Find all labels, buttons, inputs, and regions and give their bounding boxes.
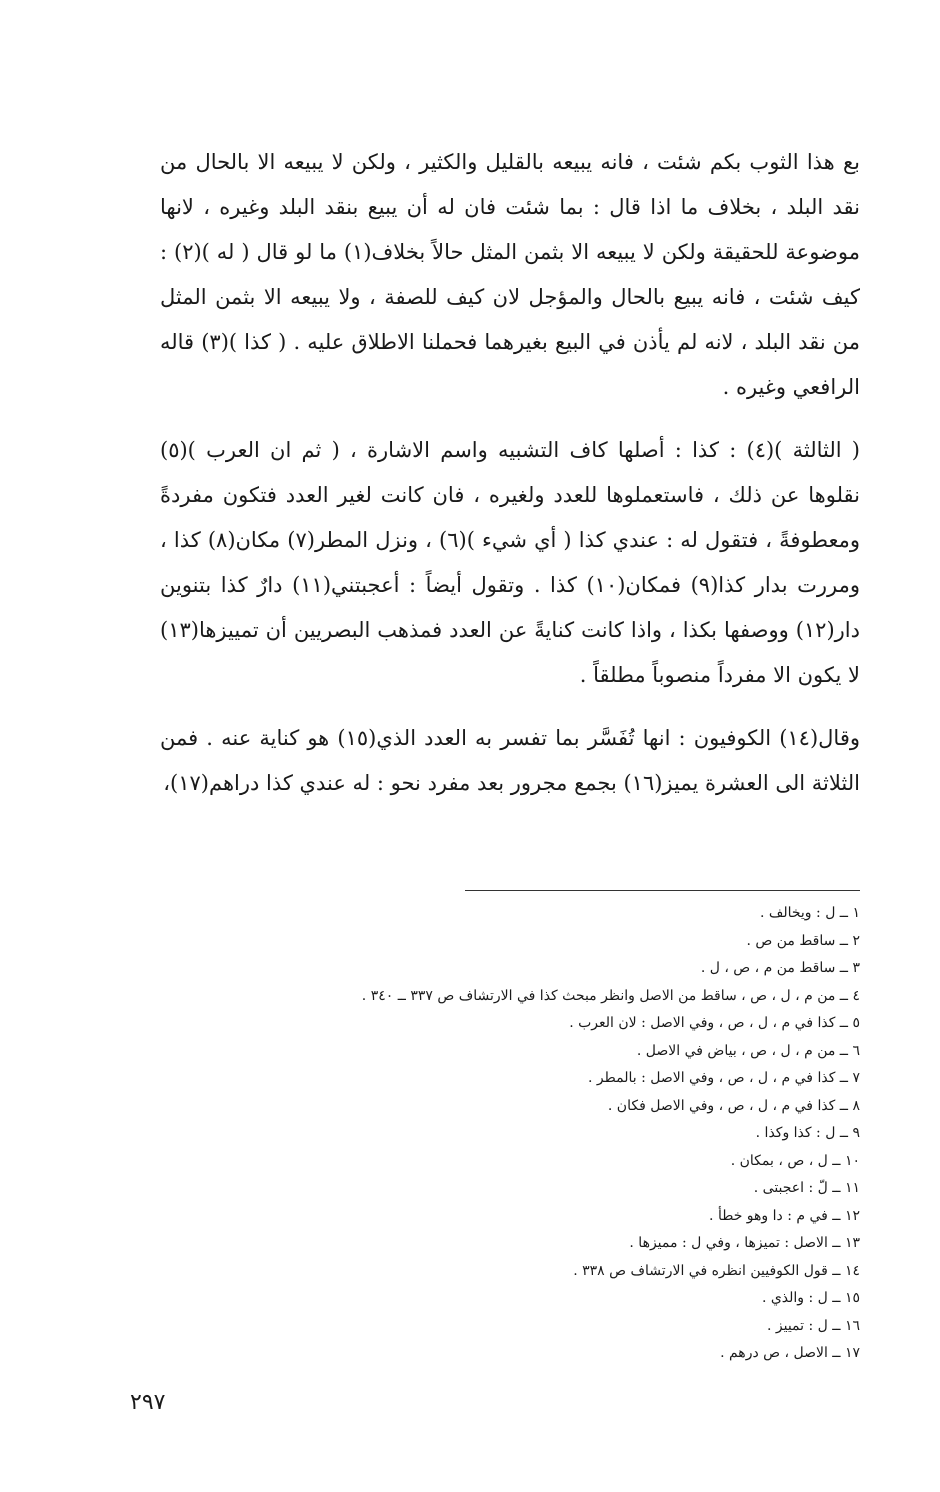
footnote-2: ٢ ــ ساقط من ص .: [746, 932, 860, 949]
footnote-10: ١٠ ــ ل ، ص ، بمكان .: [730, 1152, 860, 1169]
paragraph-3: وقال(١٤) الكوفيون : انها تُفَسَّر بما تفسر به العدد الذي(١٥) هو كناية عنه . فمن الثلاثة الى العشرة يميز(١٦) بجمع مجرور بعد مفرد نحو : له عندي كذا دراهم(١٧)،: [160, 726, 860, 795]
main-text: [160, 140, 860, 806]
footnote-11: ١١ ــ لّ : اعجبتى .: [753, 1180, 860, 1196]
footnote-17: ١٧ ــ الاصل ، ص درهم .: [720, 1345, 860, 1361]
footnote-1: ١ ــ ل : ويخالف .: [759, 905, 860, 921]
footnote-3: ٣ ــ ساقط من م ، ص ، ل .: [700, 960, 860, 976]
footnote-5: ٥ ــ كذا في م ، ل ، ص ، وفي الاصل : لان العرب .: [569, 1015, 860, 1031]
paragraph-2: ( الثالثة )(٤) : كذا : أصلها كاف التشبيه واسم الاشارة ، ( ثم ان العرب )(٥) نقلوها عن ذلك ، فاستعملوها للعدد ولغيره ، فان كانت لغير العدد فتكون مفردةً ومعطوفةً ، فتقول له : عندي كذا ( أي شيء )(٦) ، ونزل المطر(٧) مكان(٨) كذا ، ومررت بدار كذا(٩) فمكان(١٠) كذا . وتقول أيضاً : أعجبتني(١١) دارٌ كذا بتنوين دار(١٢) ووصفها بكذا ، واذا كانت كنايةً عن العدد فمذهب البصريين أن تمييزها(١٣) لا يكون الا مفرداً منصوباً مطلقاً .: [160, 438, 860, 687]
footnote-divider: [465, 890, 860, 891]
footnote-13: ١٣ ــ الاصل : تميزها ، وفي ل : مميزها .: [629, 1235, 860, 1251]
paragraph-1: بع هذا الثوب بكم شئت ، فانه يبيعه بالقليل والكثير ، ولكن لا يبيعه الا بالحال من نقد البلد ، بخلاف ما اذا قال : بما شئت فان له أن يبيع بنقد البلد وغيره ، لانها موضوعة للحقيقة ولكن لا يبيعه الا بثمن المثل حالاً بخلاف(١) ما لو قال ( له )(٢) : كيف شئت ، فانه يبيع بالحال والمؤجل لان كيف للصفة ، ولا يبيعه الا بثمن المثل من نقد البلد ، لانه لم يأذن في البيع بغيرهما فحملنا الاطلاق عليه . ( كذا )(٣) قاله الرافعي وغيره .: [160, 150, 861, 399]
footnote-4: ٤ ــ من م ، ل ، ص ، ساقط من الاصل وانظر مبحث كذا في الارتشاف ص ٣٣٧ ــ ٣٤٠ .: [361, 987, 860, 1004]
page-number: ٢٩٧: [130, 1390, 166, 1415]
footnote-6: ٦ ــ من م ، ل ، ص ، بياض في الاصل .: [636, 1042, 860, 1059]
footnotes-list: [200, 900, 860, 1368]
footnote-7: ٧ ــ كذا في م ، ل ، ص ، وفي الاصل : بالمطر .: [587, 1070, 860, 1086]
footnote-14: ١٤ ــ قول الكوفيين انظره في الارتشاف ص ٣٣٨ .: [573, 1262, 860, 1279]
footnote-12: ١٢ ــ في م : دا وهو خطأ .: [709, 1207, 860, 1224]
footnote-15: ١٥ ــ ل : والذي .: [761, 1290, 860, 1306]
footnote-16: ١٦ ــ ل : تمييز .: [766, 1317, 860, 1334]
footnote-8: ٨ ــ كذا في م ، ل ، ص ، وفي الاصل فكان .: [607, 1097, 860, 1114]
footnote-9: ٩ ــ ل : كذا وكذا .: [755, 1125, 860, 1141]
